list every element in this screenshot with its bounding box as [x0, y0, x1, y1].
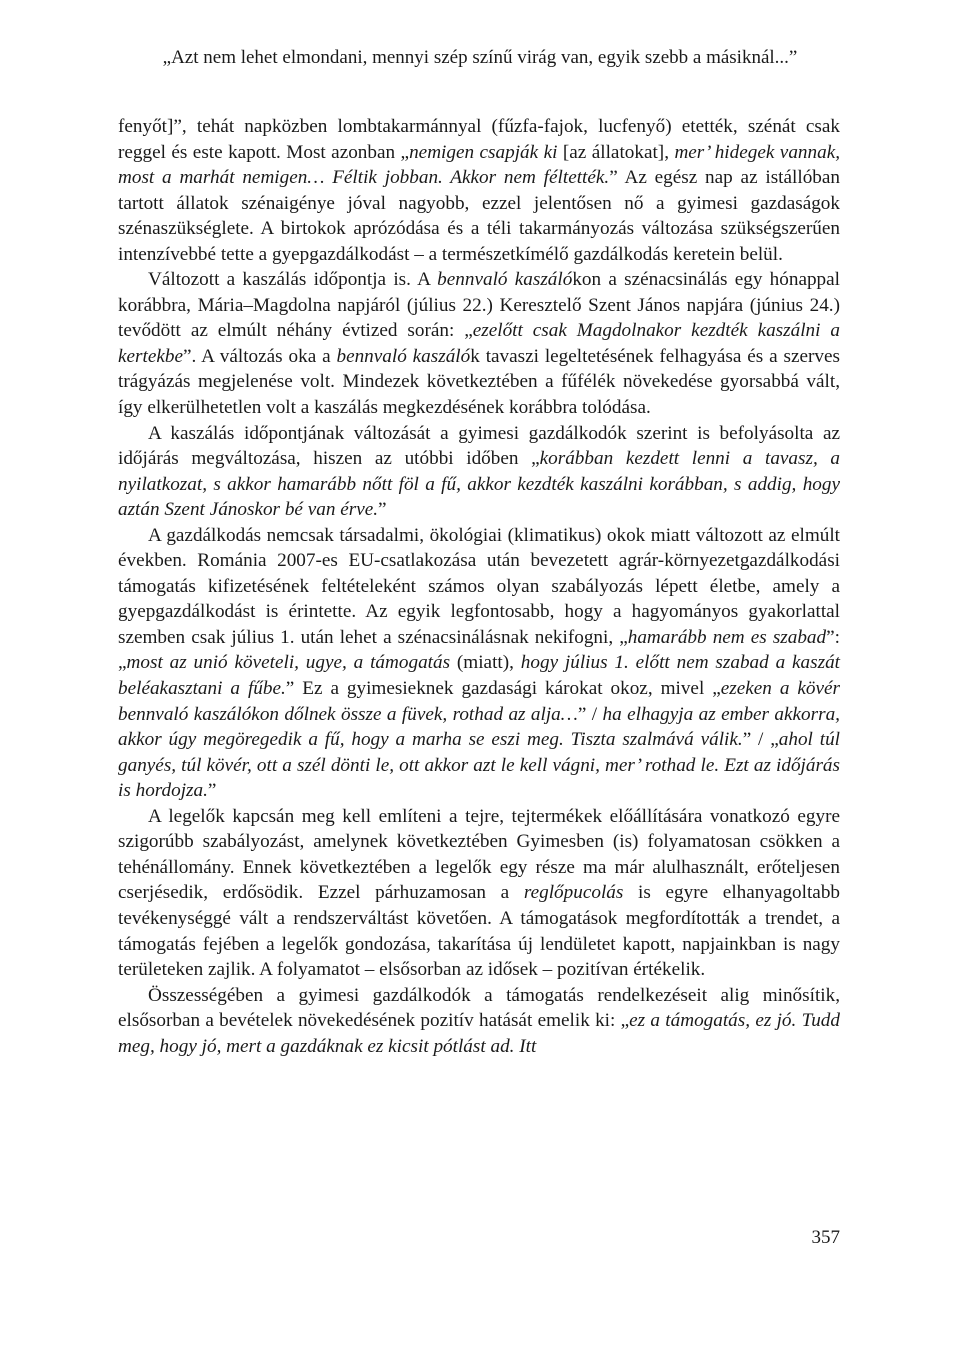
text-run: kon a szénacsinálás egy hónappal korábbra, Mária–Magdolna napjáról (július 22.) Keresztelő Szent János napjára (június 24.) tevődött az elmúlt néhány évtized során: „ — [118, 269, 840, 342]
quoted-speech: ahol túl ganyés, túl kövér, ott a szél dönti le, ott akkor azt le kell vágni, mer’ rothad le. Ezt az időjárás is hordojza. — [118, 729, 840, 802]
text-run: ” / „ — [742, 729, 779, 751]
paragraph — [118, 114, 840, 267]
quoted-speech: korábban kezdett lenni a tavasz, a nyilatkozat, s akkor hamarább nőtt föl a fű, akkor kezdték kaszálni korábban, s addig, hogy aztán Szent Jánoskor bé van érve. — [118, 448, 840, 521]
text-run: ” / — [577, 703, 603, 725]
text-run: ” Az egész nap az istállóban tartott állatok szénaigénye jóval nagyobb, ezzel jelentősen nő a gyimesi gazdaságok szénaszükséglete. A birtokok aprózódása és a téli takarmányozás változása szükségszerűen intenzívebbé tette a gyepgazdálkodást – a természetkímélő gazdálkodás keretein belül. — [118, 167, 840, 265]
quoted-speech: bennvaló kaszáló — [437, 269, 573, 291]
text-run: ” — [378, 499, 387, 521]
quoted-speech: ha elhagyja az ember akkorra, akkor úgy megöregedik a fű, hogy a marha se eszi meg. Tiszta szalmává válik. — [118, 703, 840, 751]
quoted-speech: mer’ hidegek vannak, most a marhát nemigen… Féltik jobban. Akkor nem féltették. — [118, 141, 841, 189]
text-run: ”: „ — [118, 626, 840, 674]
paragraph — [118, 267, 840, 420]
running-head: „Azt nem lehet elmondani, mennyi szép színű virág van, egyik szebb a másiknál...” — [162, 47, 798, 68]
text-run: k tavaszi legeltetésének felhagyása és a szerves trágyázás megjelenése volt. Mindezek következtében a fűfélék növekedése gyorsabbá vált, így elkerülhetetlen volt a kaszálás megkezdésének korábbra tolódása. — [118, 345, 840, 419]
text-run: (miatt), — [450, 652, 521, 674]
quoted-speech: nemigen csapják ki — [409, 141, 558, 163]
quoted-speech: ezeken a kövér bennvaló kaszálókon dőlnek össze a füvek, rothad az alja… — [118, 678, 840, 725]
text-run: ” — [207, 780, 217, 802]
text-run: A gazdálkodás nemcsak társadalmi, ökológiai (klimatikus) okok miatt változott az elmúlt években. Románia 2007-es EU-csatlakozása után bevezetett agrár-környezetgazdálkodási támogatás kifizetésének feltételeként számos olyan szabályozás lépett életbe, amely a gyepgazdálkodást is érintette. Az egyik legfontosabb, hogy a hagyományos gyakorlattal szemben csak július 1. után lehet a szénacsinálásnak nekifogni, „ — [118, 524, 840, 648]
text-run: A legelők kapcsán meg kell említeni a tejre, tejtermékek előállítására vonatkozó egyre szigorúbb szabályozást, amelynek következtében Gyimesben (is) folyamatosan csökken a tehénállomány. Ennek következtében a legelők egy része ma már alulhasznált, erőteljesen cserjésedik, erdősödik. Ezzel párhuzamosan a — [118, 805, 840, 904]
paragraph — [118, 983, 840, 1060]
text-run: A kaszálás időpontjának változását a gyimesi gazdálkodók szerint is befolyásolta az időjárás megváltozása, hiszen az utóbbi időben „ — [118, 422, 840, 470]
quoted-speech: hamarább nem es szabad — [627, 626, 827, 648]
paragraph — [118, 804, 840, 983]
quoted-speech: ez a támogatás, ez jó. Tudd meg, hogy jó, mert a gazdáknak ez kicsit pótlást ad. Itt — [118, 1010, 840, 1057]
quoted-speech: hogy július 1. előtt nem szabad a kaszát beléakasztani a fűbe. — [118, 652, 841, 700]
text-run: Összességében a gyimesi gazdálkodók a támogatás rendelkezéseit alig minősítik, elsősorban a bevételek növekedésének pozitív hatását emelik ki: „ — [118, 984, 840, 1032]
text-run: is egyre elhanyagoltabb tevékenységgé vált a rendszerváltást követően. A támogatások megfordították a trendet, a támogatás fejében a legelők gondozása, takarítása új lendületet kapott, napjainkban is nagy területeken zajlik. A folyamatot – elsősorban az idősek – pozitívan értékelik. — [118, 882, 841, 981]
quoted-speech: ezelőtt csak Magdolnakor kezdték kaszálni a kertekbe — [118, 320, 840, 367]
quoted-speech: most az unió követeli, ugye, a támogatás — [126, 652, 451, 674]
paragraph — [118, 523, 840, 804]
page-number: 357 — [811, 1227, 840, 1248]
quoted-speech: reglőpucolás — [523, 882, 624, 904]
text-run: fenyőt]”, tehát napközben lombtakarmánnyal (fűzfa-fajok, lucfenyő) etették, szénát csak reggel és este kapott. Most azonban „ — [118, 116, 840, 163]
text-run: ” Ez a gyimesieknek gazdasági károkat okoz, mivel „ — [285, 678, 721, 700]
text-run: ”. A változás oka a — [182, 345, 337, 367]
quoted-speech: bennvaló kaszáló — [336, 345, 471, 367]
text-run: Változott a kaszálás időpontja is. A — [148, 269, 438, 291]
body-text — [118, 114, 840, 1059]
paragraph — [118, 421, 840, 523]
text-run: [az állatokat], — [557, 141, 675, 163]
